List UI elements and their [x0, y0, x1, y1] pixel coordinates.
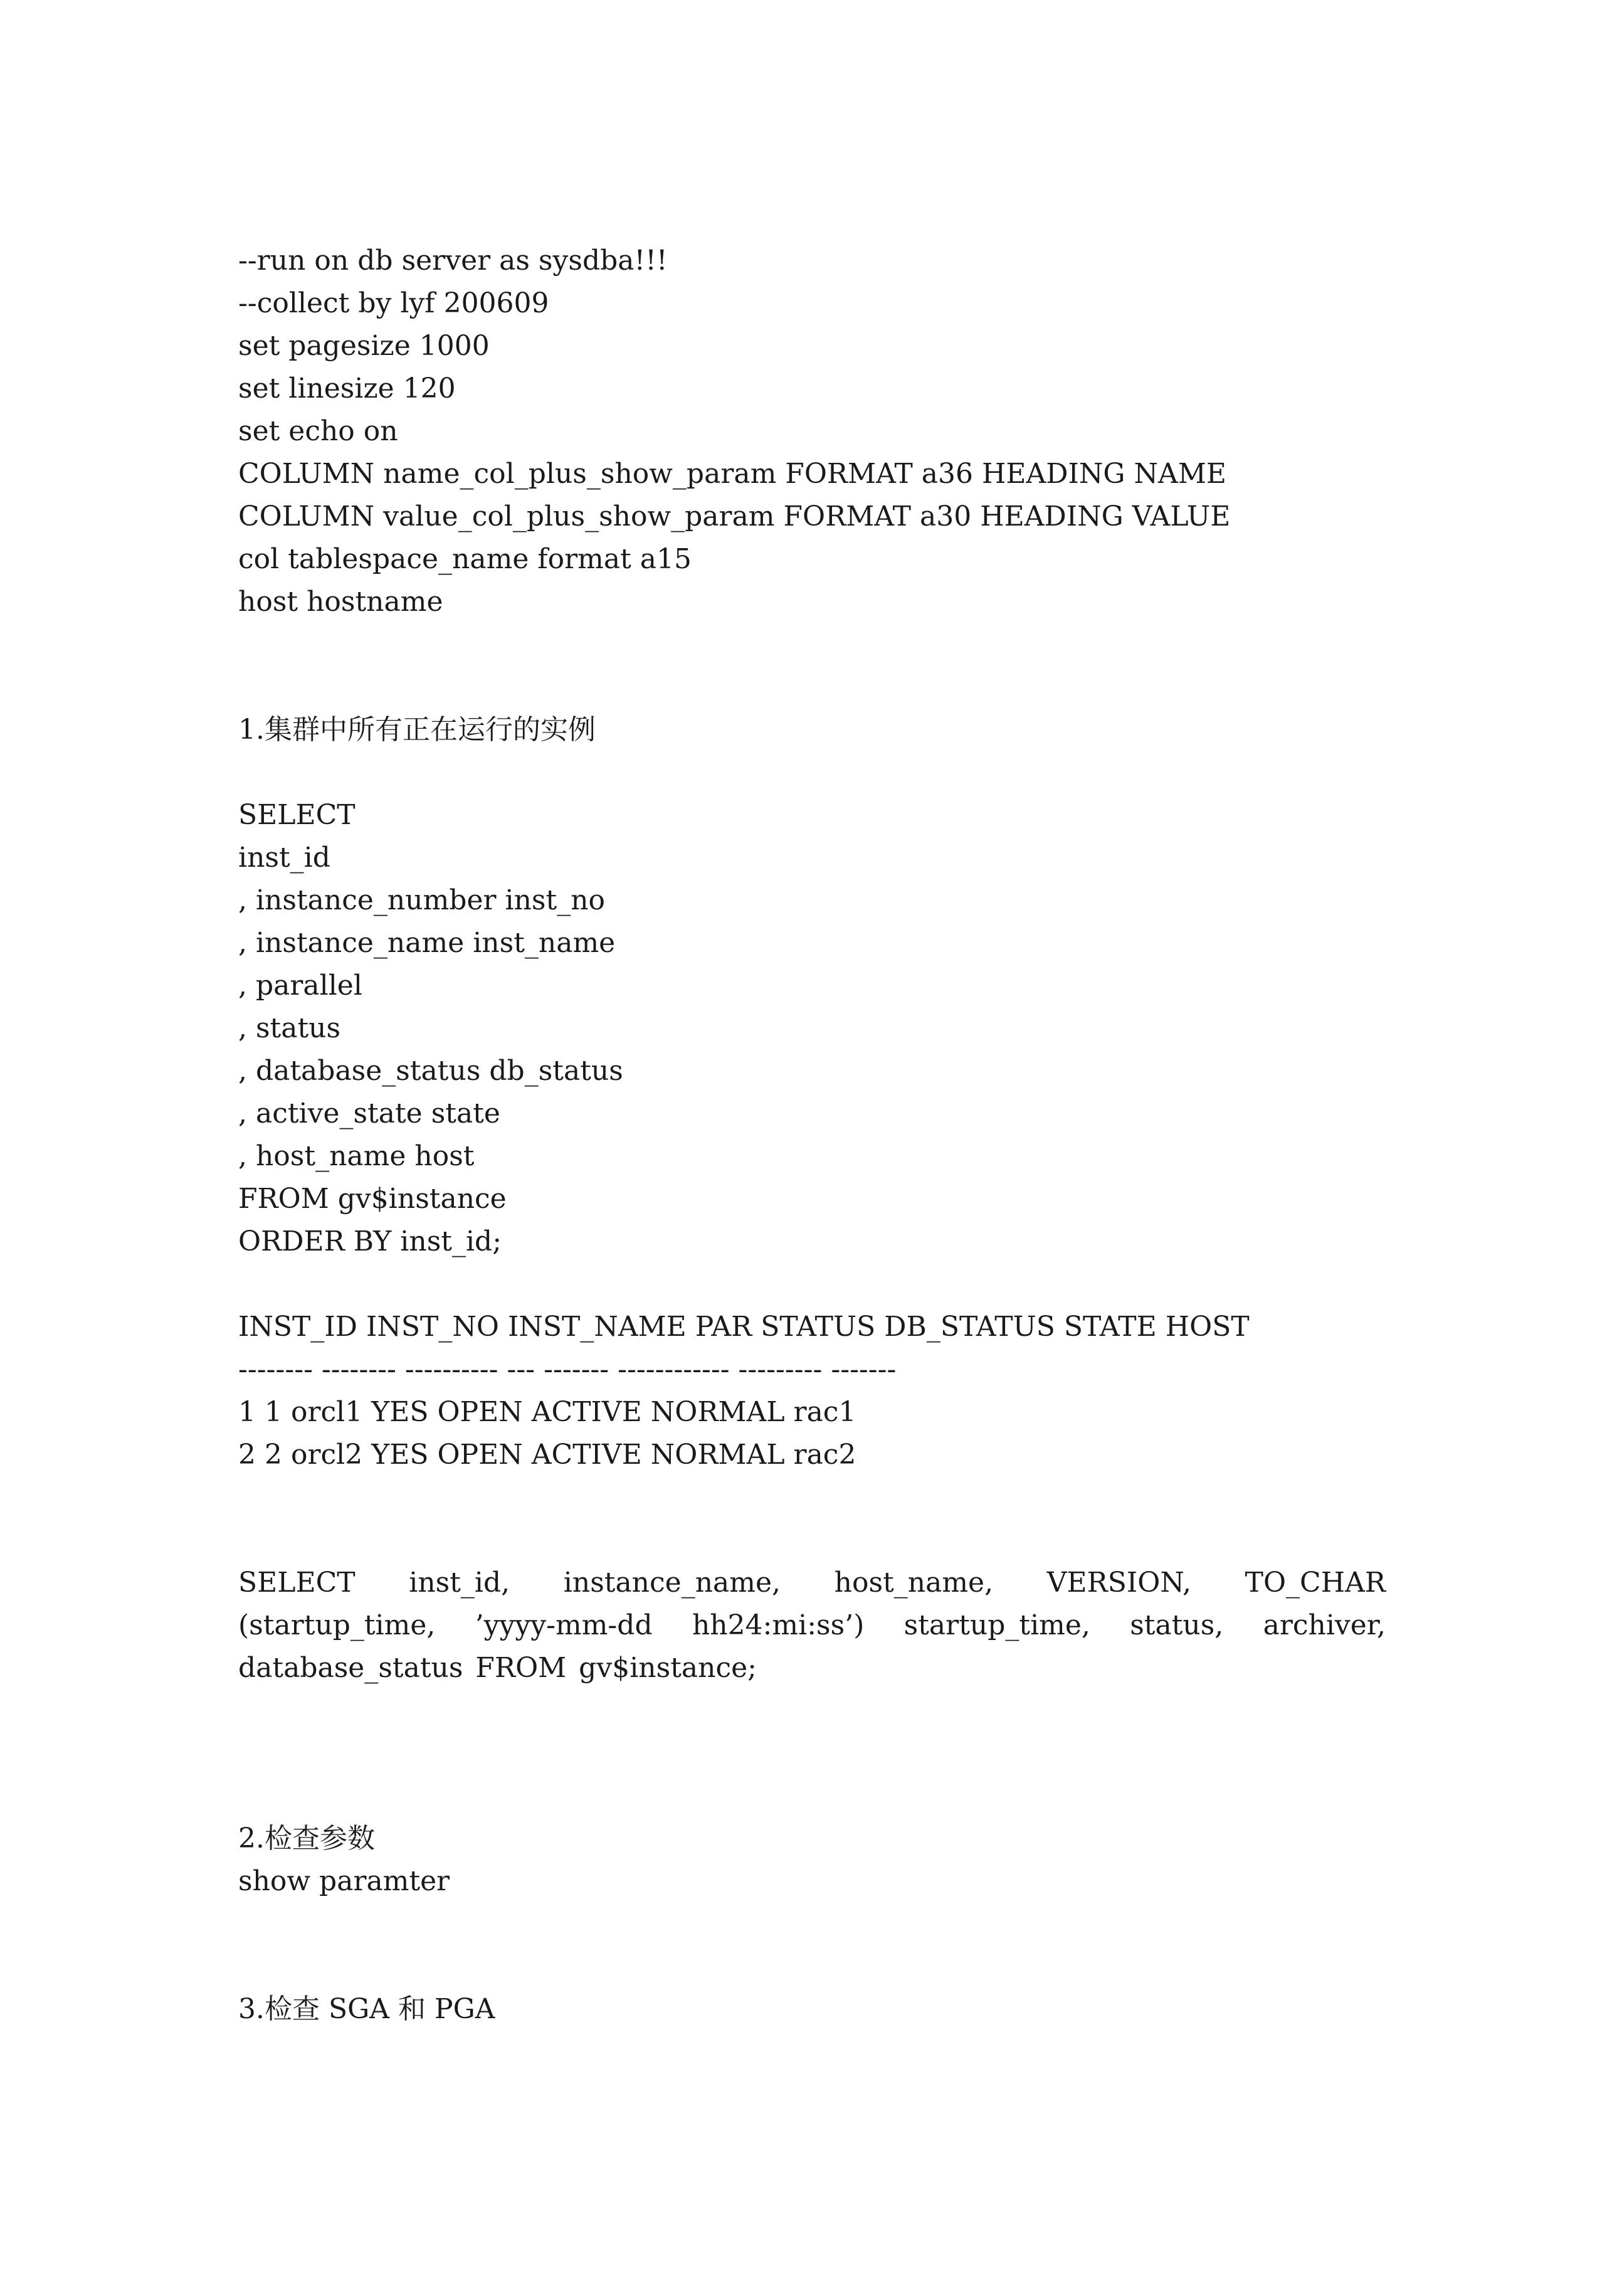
- blank-space: [238, 1263, 1386, 1306]
- code-line: , database_status db_status: [238, 1055, 623, 1087]
- blank-space: [238, 1903, 1386, 1988]
- document-body: [238, 240, 1386, 2031]
- blank-space: [238, 1690, 1386, 1817]
- section-2-heading: 2.检查参数: [238, 1823, 375, 1854]
- code-line: COLUMN name_col_plus_show_param FORMAT a36 HEADING NAME: [238, 458, 1227, 490]
- section-3-heading: 3.检查 SGA 和 PGA: [238, 1993, 495, 2025]
- code-line: , status: [238, 1012, 341, 1044]
- code-line: inst_id: [238, 842, 330, 874]
- code-line: set pagesize 1000: [238, 330, 490, 362]
- code-line: , host_name host: [238, 1140, 475, 1172]
- code-line: host hostname: [238, 586, 443, 618]
- setup-script-block: [238, 240, 1386, 623]
- result-row: 1 1 orcl1 YES OPEN ACTIVE NORMAL rac1: [238, 1396, 856, 1428]
- blank-space: [238, 751, 1386, 794]
- code-line: col tablespace_name format a15: [238, 543, 692, 575]
- code-line: , active_state state: [238, 1098, 500, 1129]
- code-line: set linesize 120: [238, 373, 456, 405]
- code-line: , instance_name inst_name: [238, 927, 616, 959]
- result-header-row: INST_ID INST_NO INST_NAME PAR STATUS DB_STATUS STATE HOST: [238, 1311, 1250, 1343]
- code-line: FROM gv$instance: [238, 1183, 507, 1215]
- result-row: 2 2 orcl2 YES OPEN ACTIVE NORMAL rac2: [238, 1439, 856, 1471]
- show-parameter-command: show paramter: [238, 1865, 450, 1897]
- instance-query-block: [238, 794, 1386, 1263]
- code-line: --run on db server as sysdba!!!: [238, 245, 668, 277]
- code-line: ORDER BY inst_id;: [238, 1225, 502, 1257]
- query-result-table: [238, 1306, 1386, 1476]
- code-line: --collect by lyf 200609: [238, 287, 549, 319]
- section-1-heading: 1.集群中所有正在运行的实例: [238, 714, 596, 746]
- code-line: SELECT: [238, 799, 355, 831]
- result-separator: -------- -------- ---------- --- ------- ------------ --------- -------: [238, 1353, 897, 1385]
- code-line: COLUMN value_col_plus_show_param FORMAT a30 HEADING VALUE: [238, 500, 1231, 532]
- code-line: set echo on: [238, 415, 398, 447]
- code-line: , instance_number inst_no: [238, 884, 606, 916]
- blank-space: [238, 1476, 1386, 1562]
- code-line: , parallel: [238, 970, 362, 1002]
- startup-time-query: SELECT inst_id, instance_name, host_name, VERSION, TO_CHAR (startup_time, ’yyyy-mm-dd hh24:mi:ss’) startup_time, status, archiver, database_status FROM gv$instance;: [238, 1567, 1386, 1684]
- blank-space: [238, 623, 1386, 709]
